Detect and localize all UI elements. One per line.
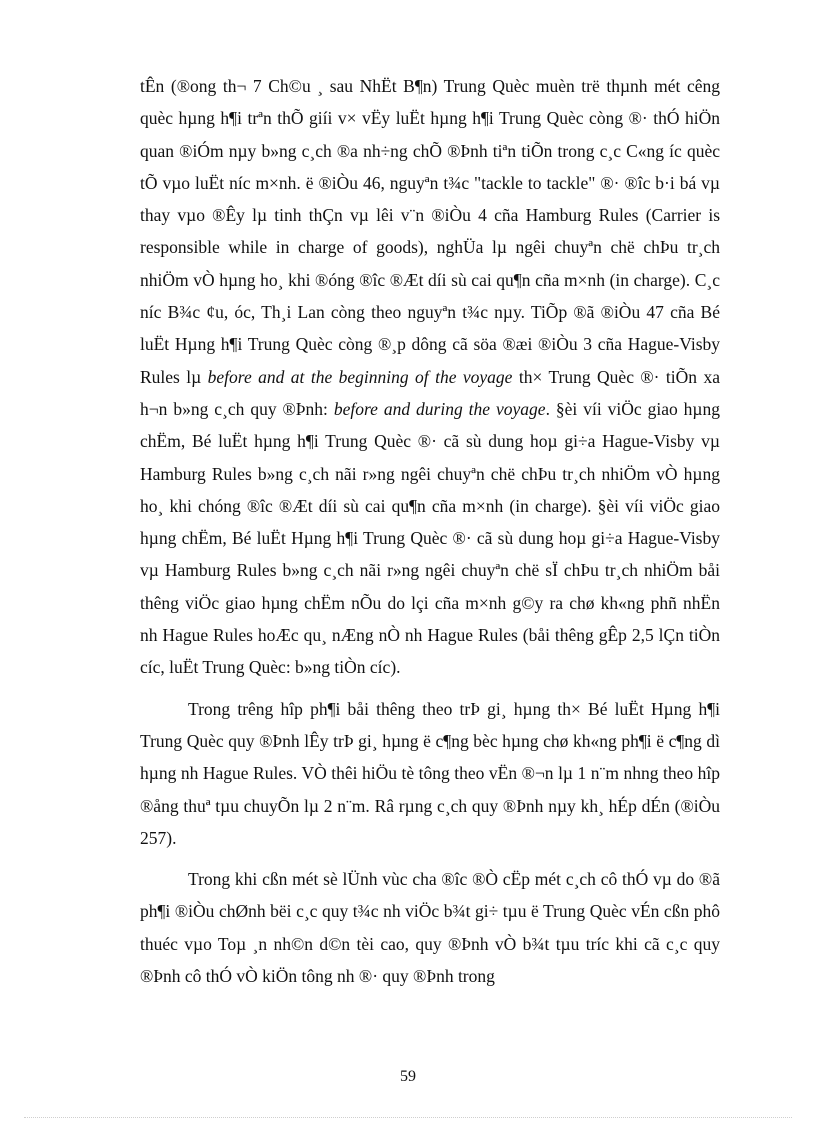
paragraph-2 — [140, 693, 720, 854]
paragraph-1 — [140, 70, 720, 684]
body-text — [140, 70, 720, 992]
paragraph-3 — [140, 863, 720, 992]
paragraph-1-run-3: th× Trung Quèc ®· tiÕn xa h¬n b»ng c¸ch quy ®Þnh: — [140, 366, 720, 419]
paragraph-1-run-5: . §èi víi viÖc giao hµng chËm, Bé luËt hµng h¶i Trung Quèc ®· cã sù dung hoµ gi÷a Hague-Visby vµ Hamburg Rules b»ng c¸ch nãi r»ng ngêi chuyªn chë chÞu tr¸ch nhiÖm vÒ hµng ho¸ khi chóng ®îc ®Æt díi sù cai qu¶n cña m×nh (in charge). §èi víi viÖc giao hµng chËm, Bé luËt Hµng h¶i Trung Quèc ®· cã sù dung hoµ gi÷a Hague-Visby vµ Hamburg Rules b»ng c¸ch nãi r»ng ngêi chuyªn chë sÏ chÞu tr¸ch nhiÖm båi thêng viÖc giao hµng chËm nÕu do lçi cña m×nh g©y ra chø kh«ng phñ nhËn nh Hague Rules hoÆc qu¸ nÆng nÒ nh Hague Rules (båi thêng gÊp 2,5 lÇn tiÒn cíc, luËt Trung Quèc: b»ng tiÒn cíc). — [140, 398, 720, 678]
page-number: 59 — [400, 1068, 416, 1085]
paragraph-1-run-2-italic: before and at the beginning of the voyage — [207, 366, 513, 387]
paragraph-3-run-1: Trong khi cßn mét sè lÜnh vùc cha ®îc ®Ò cËp mét c¸ch cô thÓ vµ do ®ã ph¶i ®iÒu chØnh bëi c¸c quy t¾c nh viÖc b¾t gi÷ tµu ë Trung Quèc vÉn cßn phô thuéc vµo Toµ ¸n nh©n d©n tèi cao, quy ®Þnh vÒ b¾t tµu tríc khi cã c¸c quy ®Þnh cô thÓ vÒ kiÖn tông nh ®· quy ®Þnh trong — [140, 869, 720, 987]
paragraph-1-run-4-italic: before and during the voyage — [333, 398, 546, 419]
paragraph-2-run-1: Trong trêng hîp ph¶i båi thêng theo trÞ gi¸ hµng th× Bé luËt Hµng h¶i Trung Quèc quy ®Þnh lÊy trÞ gi¸ hµng ë c¶ng bèc hµng chø kh«ng ph¶i ë c¶ng dì hµng nh Hague Rules. VÒ thêi hiÖu tè tông theo vËn ®¬n lµ 1 n¨m nhng theo hîp ®ång thuª tµu chuyÕn lµ 2 n¨m. Râ rµng c¸ch quy ®Þnh nµy kh¸ hÉp dÉn (®iÒu 257). — [140, 698, 720, 848]
page-bottom-divider — [24, 1117, 792, 1118]
paragraph-1-run-1: tÊn (®ong th¬ 7 Ch©u ¸ sau NhËt B¶n) Trung Quèc muèn trë thµnh mét cêng quèc hµng h¶i trªn thÕ giíi v× vËy luËt hµng h¶i Trung Quèc còng ®· thÓ hiÖn quan ®iÓm nµy b»ng c¸ch ®a nh÷ng chÕ ®Þnh tiªn tiÕn trong c¸c C«ng íc quèc tÕ vµo luËt níc m×nh. ë ®iÒu 46, nguyªn t¾c "tackle to tackle" ®· ®îc b·i bá vµ thay vµo ®Êy lµ tinh thÇn vµ lêi v¨n ®iÒu 4 cña Hamburg Rules (Carrier is responsible while in charge of goods), nghÜa lµ ngêi chuyªn chë chÞu tr¸ch nhiÖm vÒ hµng ho¸ khi ®óng ®îc ®Æt díi sù cai qu¶n cña m×nh (in charge). C¸c níc B¾c ¢u, óc, Th¸i Lan còng theo nguyªn t¾c nµy. TiÕp ®ã ®iÒu 47 cña Bé luËt Hµng h¶i Trung Quèc còng ®¸p dông cã söa ®æi ®iÒu 3 cña Hague-Visby Rules lµ — [140, 76, 720, 387]
